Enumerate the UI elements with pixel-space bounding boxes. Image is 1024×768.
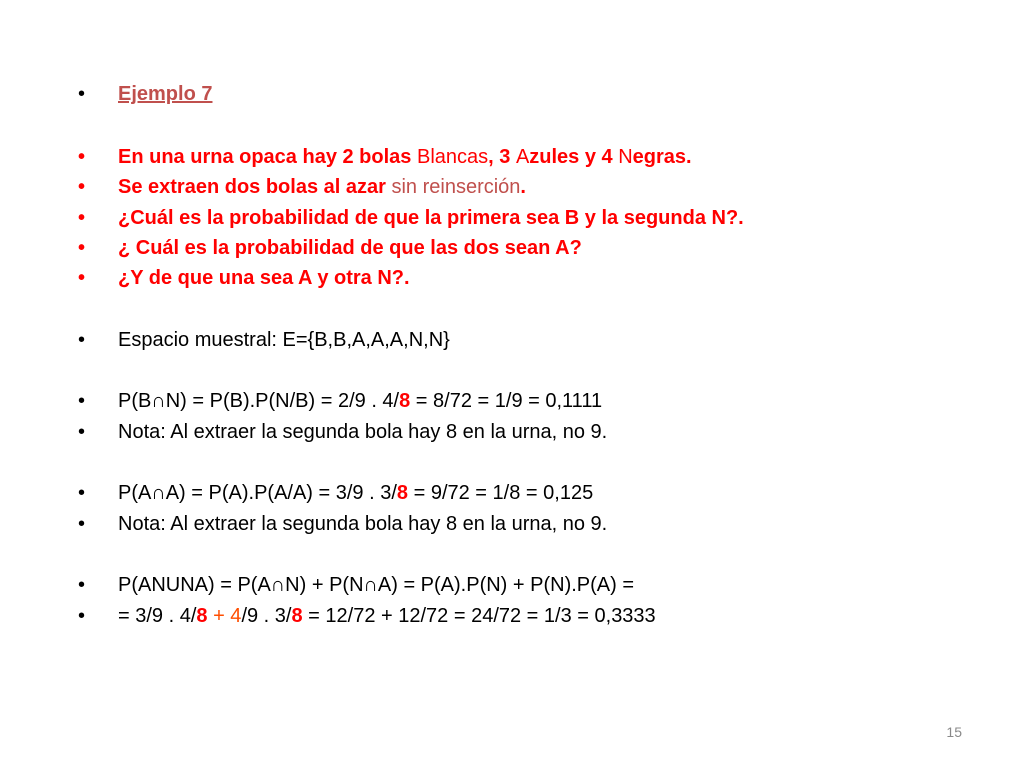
text-segment: . — [520, 176, 526, 198]
question-text: ¿Y de que una sea A y otra N?. — [118, 267, 410, 289]
question-text: ¿Cuál es la probabilidad de que la primera sea B y la segunda N?. — [118, 207, 744, 229]
text-segment: , 3 — [488, 146, 516, 168]
text-segment: zules y 4 — [529, 146, 619, 168]
slide-title: Ejemplo 7 — [118, 83, 213, 105]
text-segment: P(A∩A) = P(A).P(A/A) = 3/9 . 3/ — [118, 482, 397, 504]
bullet: • — [78, 421, 86, 443]
highlight-number: + 4 — [207, 605, 242, 627]
text-segment: En una urna opaca hay 2 bolas — [118, 146, 417, 168]
text-segment: Blancas — [416, 146, 489, 168]
text-segment: Se extraen dos bolas al azar — [118, 176, 392, 198]
bullet: • — [78, 574, 86, 596]
bullet: • — [78, 237, 86, 259]
text-segment: = 3/9 . 4/ — [118, 605, 197, 627]
bullet: • — [78, 513, 86, 535]
bullet: • — [78, 267, 86, 289]
highlight-number: 8 — [291, 605, 303, 627]
bullet: • — [78, 83, 86, 105]
sample-space-text: Espacio muestral: E={B,B,A,A,A,N,N} — [118, 329, 450, 351]
text-segment: = 8/72 = 1/9 = 0,1111 — [410, 390, 603, 412]
text-segment: egras. — [632, 146, 692, 168]
text-segment: A — [515, 146, 530, 168]
note-text: Nota: Al extraer la segunda bola hay 8 en la urna, no 9. — [118, 421, 608, 443]
calc-text: P(ANUNA) = P(A∩N) + P(N∩A) = P(A).P(N) + P(N).P(A) = — [118, 574, 635, 596]
highlight-number: 8 — [396, 482, 409, 504]
highlight-number: 8 — [196, 605, 208, 627]
text-segment: N — [618, 146, 633, 168]
bullet: • — [78, 605, 86, 627]
bullet: • — [78, 390, 86, 412]
bullet: • — [78, 207, 86, 229]
text-segment: sin reinserción — [391, 176, 521, 198]
highlight-number: 8 — [399, 390, 411, 412]
page-number: 15 — [946, 724, 962, 740]
bullet: • — [78, 176, 86, 198]
text-segment: P(B∩N) = P(B).P(N/B) = 2/9 . 4/ — [118, 390, 400, 412]
text-segment: = 12/72 + 12/72 = 24/72 = 1/3 = 0,3333 — [302, 605, 656, 627]
note-text: Nota: Al extraer la segunda bola hay 8 en la urna, no 9. — [118, 513, 608, 535]
bullet: • — [78, 482, 86, 504]
bullet: • — [78, 329, 86, 351]
text-segment: = 9/72 = 1/8 = 0,125 — [408, 482, 594, 504]
bullet: • — [78, 146, 86, 168]
text-segment: /9 . 3/ — [241, 605, 292, 627]
question-text: ¿ Cuál es la probabilidad de que las dos sean A? — [118, 237, 582, 259]
